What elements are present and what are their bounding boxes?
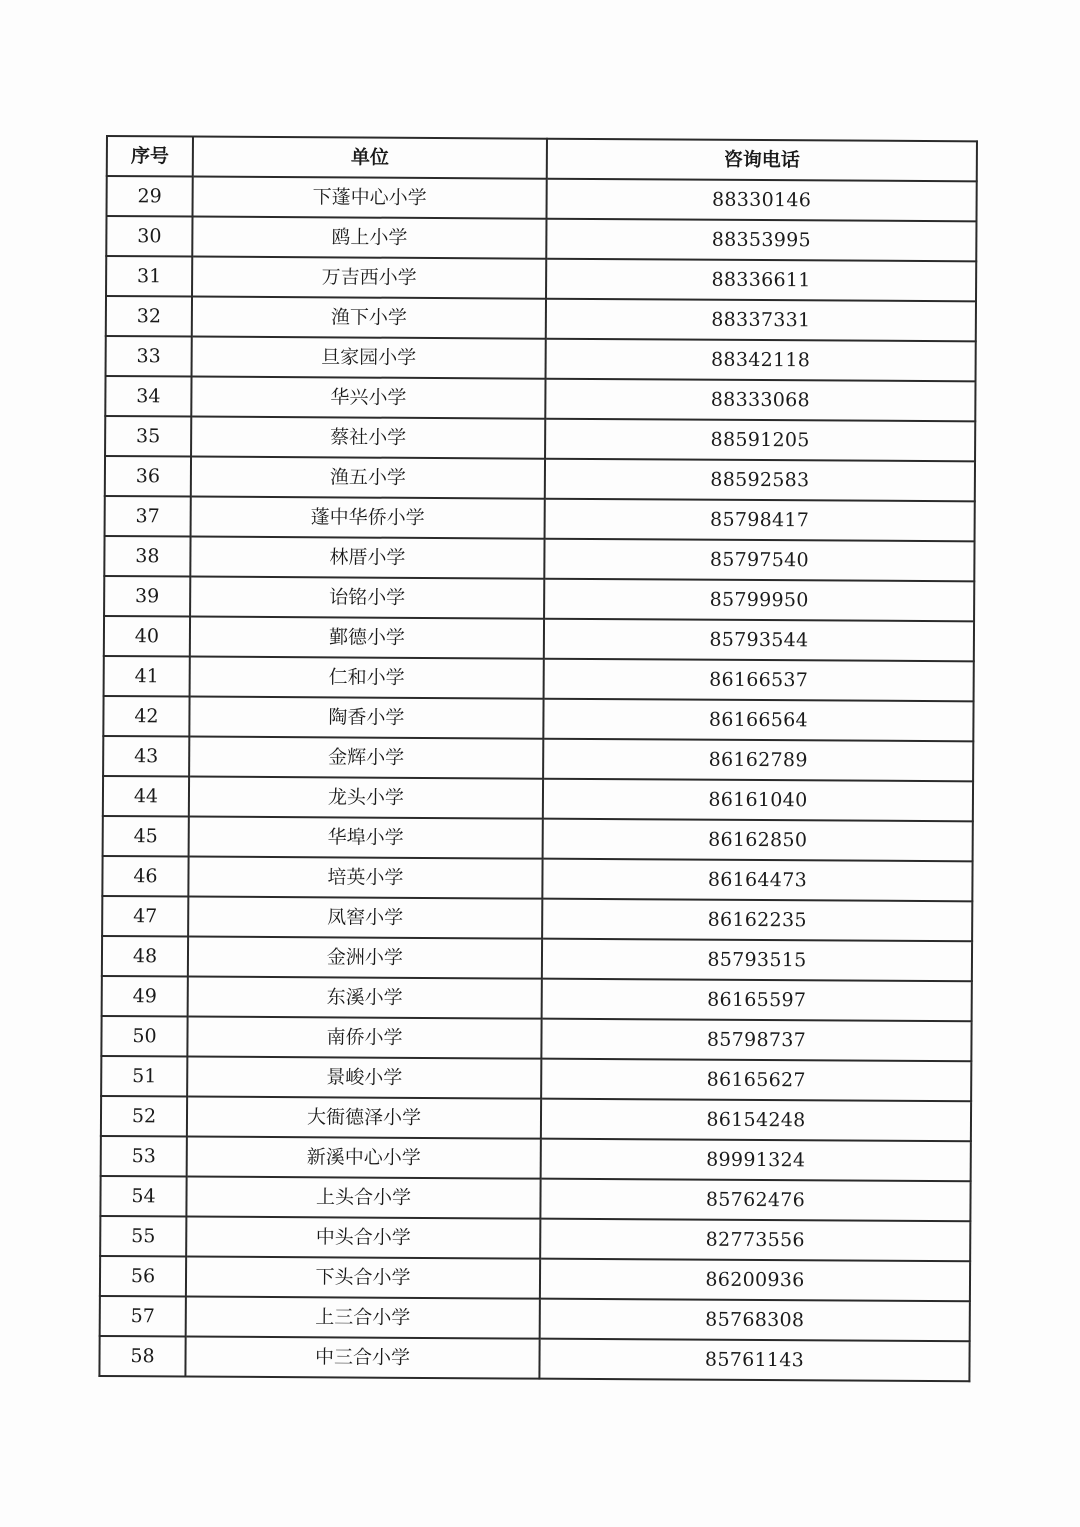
row-unit-cell: 东溪小学	[188, 977, 542, 1019]
row-unit-cell: 仁和小学	[190, 657, 544, 699]
row-unit-cell: 万吉西小学	[192, 257, 546, 299]
row-phone-cell: 86162850	[543, 819, 973, 862]
row-phone-cell: 88330146	[546, 179, 976, 222]
row-index-cell: 54	[100, 1176, 186, 1217]
header-unit: 单位	[193, 137, 547, 179]
table-row	[106, 296, 976, 341]
row-phone-cell: 88592583	[545, 459, 975, 502]
table-row	[103, 736, 973, 781]
header-phone: 咨询电话	[547, 139, 977, 182]
table-row	[101, 1096, 971, 1141]
row-index-cell: 46	[102, 856, 188, 897]
row-unit-cell: 大衙德泽小学	[187, 1097, 541, 1139]
row-unit-cell: 林厝小学	[190, 537, 544, 579]
row-index-cell: 29	[107, 176, 193, 217]
row-index-cell: 38	[104, 536, 190, 577]
row-index-cell: 47	[102, 896, 188, 937]
row-phone-cell: 89991324	[541, 1139, 971, 1182]
row-phone-cell: 86165627	[541, 1059, 971, 1102]
table-row	[104, 576, 974, 621]
row-unit-cell: 培英小学	[188, 857, 542, 899]
row-phone-cell: 86166537	[544, 659, 974, 702]
row-phone-cell: 85799950	[544, 579, 974, 622]
table-row	[101, 1056, 971, 1101]
row-unit-cell: 下蓬中心小学	[193, 177, 547, 219]
table-row	[100, 1176, 970, 1221]
table-body	[99, 176, 976, 1381]
table-row	[102, 936, 972, 981]
table-row	[100, 1296, 970, 1341]
row-index-cell: 39	[104, 576, 190, 617]
row-unit-cell: 华兴小学	[191, 377, 545, 419]
row-phone-cell: 86166564	[543, 699, 973, 742]
row-phone-cell: 85797540	[544, 539, 974, 582]
table-row	[102, 896, 972, 941]
table-row	[103, 696, 973, 741]
row-index-cell: 52	[101, 1096, 187, 1137]
table-row	[100, 1256, 970, 1301]
row-phone-cell: 88333068	[545, 379, 975, 422]
row-index-cell: 31	[106, 256, 192, 297]
row-phone-cell: 88336611	[546, 259, 976, 302]
row-index-cell: 36	[105, 456, 191, 497]
table-row	[103, 816, 973, 861]
row-phone-cell: 88337331	[546, 299, 976, 342]
row-phone-cell: 86162235	[542, 899, 972, 942]
table-header-row	[107, 136, 977, 181]
table-row	[106, 336, 976, 381]
row-unit-cell: 上头合小学	[186, 1177, 540, 1219]
table-row	[104, 656, 974, 701]
row-index-cell: 51	[101, 1056, 187, 1097]
table-row	[103, 776, 973, 821]
row-phone-cell: 86161040	[543, 779, 973, 822]
row-index-cell: 43	[103, 736, 189, 777]
table-row	[104, 536, 974, 581]
row-unit-cell: 蓬中华侨小学	[191, 497, 545, 539]
row-unit-cell: 新溪中心小学	[187, 1137, 541, 1179]
row-index-cell: 30	[106, 216, 192, 257]
row-phone-cell: 85762476	[540, 1179, 970, 1222]
row-index-cell: 48	[102, 936, 188, 977]
row-unit-cell: 诒铭小学	[190, 577, 544, 619]
row-index-cell: 50	[101, 1016, 187, 1057]
table-row	[101, 1016, 971, 1061]
row-phone-cell: 88591205	[545, 419, 975, 462]
row-unit-cell: 鄞德小学	[190, 617, 544, 659]
row-unit-cell: 凤窖小学	[188, 897, 542, 939]
table-row	[102, 976, 972, 1021]
row-index-cell: 58	[99, 1336, 185, 1377]
row-unit-cell: 陶香小学	[189, 697, 543, 739]
row-unit-cell: 渔五小学	[191, 457, 545, 499]
row-phone-cell: 86162789	[543, 739, 973, 782]
row-phone-cell: 88353995	[546, 219, 976, 262]
table-row	[105, 376, 975, 421]
table-row	[107, 176, 977, 221]
row-unit-cell: 南侨小学	[187, 1017, 541, 1059]
row-unit-cell: 上三合小学	[186, 1297, 540, 1339]
row-phone-cell: 85798737	[541, 1019, 971, 1062]
row-phone-cell: 85793515	[542, 939, 972, 982]
row-unit-cell: 金辉小学	[189, 737, 543, 779]
row-unit-cell: 龙头小学	[189, 777, 543, 819]
row-index-cell: 35	[105, 416, 191, 457]
row-unit-cell: 鸥上小学	[192, 217, 546, 259]
row-index-cell: 49	[102, 976, 188, 1017]
row-index-cell: 34	[105, 376, 191, 417]
row-phone-cell: 88342118	[546, 339, 976, 382]
row-index-cell: 42	[103, 696, 189, 737]
row-index-cell: 32	[106, 296, 192, 337]
row-unit-cell: 金洲小学	[188, 937, 542, 979]
row-index-cell: 57	[100, 1296, 186, 1337]
table-row	[99, 1336, 969, 1381]
row-phone-cell: 85761143	[539, 1339, 969, 1382]
table-row	[105, 416, 975, 461]
table-row	[106, 256, 976, 301]
row-phone-cell: 86165597	[542, 979, 972, 1022]
row-index-cell: 40	[104, 616, 190, 657]
row-unit-cell: 华埠小学	[189, 817, 543, 859]
row-phone-cell: 86154248	[541, 1099, 971, 1142]
row-index-cell: 53	[101, 1136, 187, 1177]
header-index: 序号	[107, 136, 193, 177]
table-container	[98, 135, 976, 1382]
table-row	[100, 1216, 970, 1261]
row-index-cell: 55	[100, 1216, 186, 1257]
row-phone-cell: 85798417	[545, 499, 975, 542]
row-unit-cell: 中三合小学	[185, 1337, 539, 1379]
row-phone-cell: 82773556	[540, 1219, 970, 1262]
table-row	[101, 1136, 971, 1181]
row-phone-cell: 85793544	[544, 619, 974, 662]
row-index-cell: 45	[103, 816, 189, 857]
table-row	[102, 856, 972, 901]
row-index-cell: 33	[106, 336, 192, 377]
row-index-cell: 37	[105, 496, 191, 537]
school-contact-table	[98, 135, 978, 1382]
row-index-cell: 41	[104, 656, 190, 697]
row-unit-cell: 景峻小学	[187, 1057, 541, 1099]
table-row	[105, 496, 975, 541]
row-index-cell: 56	[100, 1256, 186, 1297]
row-unit-cell: 渔下小学	[192, 297, 546, 339]
table-row	[104, 616, 974, 661]
row-unit-cell: 下头合小学	[186, 1257, 540, 1299]
row-unit-cell: 中头合小学	[186, 1217, 540, 1259]
row-unit-cell: 蔡社小学	[191, 417, 545, 459]
row-phone-cell: 85768308	[540, 1299, 970, 1342]
table-row	[105, 456, 975, 501]
row-phone-cell: 86200936	[540, 1259, 970, 1302]
table-row	[106, 216, 976, 261]
row-index-cell: 44	[103, 776, 189, 817]
row-unit-cell: 旦家园小学	[192, 337, 546, 379]
row-phone-cell: 86164473	[542, 859, 972, 902]
